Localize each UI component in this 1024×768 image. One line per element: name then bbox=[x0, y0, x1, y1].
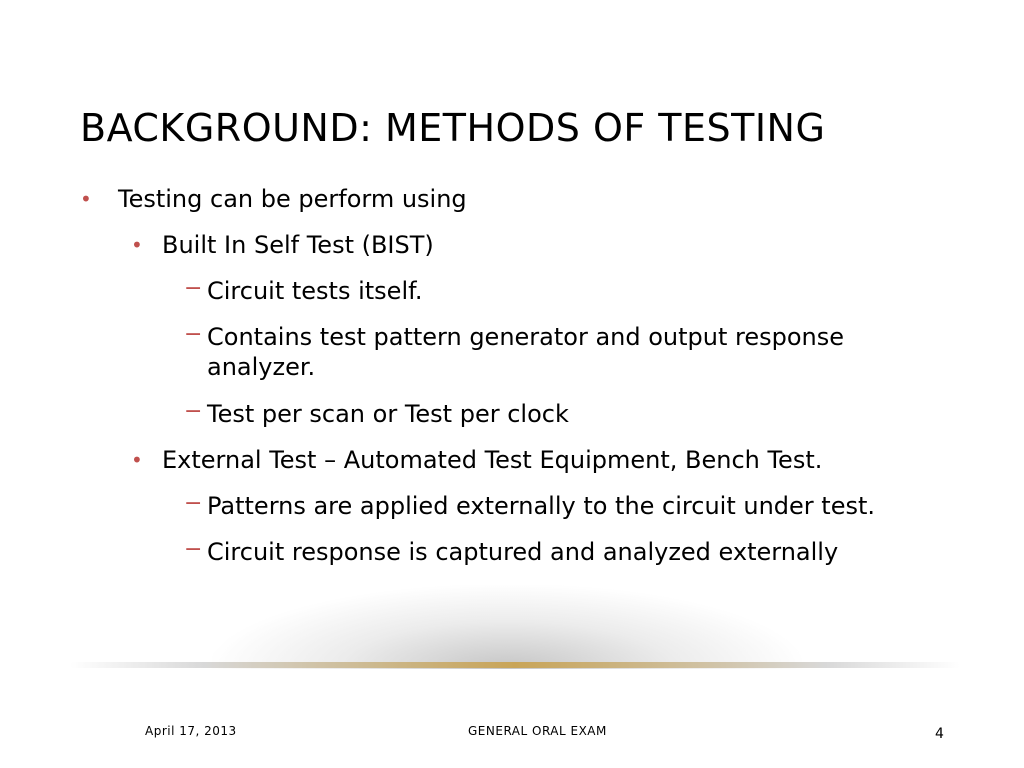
dash-icon: − bbox=[184, 537, 203, 562]
list-item-level3: Patterns are applied externally to the circuit under test. bbox=[207, 492, 876, 520]
decorative-glow bbox=[212, 585, 802, 669]
list-item-level3: Circuit response is captured and analyzed externally bbox=[207, 538, 839, 566]
decorative-divider bbox=[70, 662, 960, 668]
list-item-level3: Contains test pattern generator and output response bbox=[207, 323, 845, 351]
slide-title: BACKGROUND: METHODS OF TESTING bbox=[80, 106, 826, 150]
list-item-level3-continuation: analyzer. bbox=[207, 353, 316, 381]
list-item-level3: Test per scan or Test per clock bbox=[207, 400, 569, 428]
dash-icon: − bbox=[184, 322, 203, 347]
bullet-icon: • bbox=[131, 448, 143, 472]
list-item-level1: Testing can be perform using bbox=[118, 185, 467, 213]
list-item-level3: Circuit tests itself. bbox=[207, 277, 423, 305]
footer-date: April 17, 2013 bbox=[145, 724, 237, 738]
footer-title: GENERAL ORAL EXAM bbox=[468, 724, 607, 738]
dash-icon: − bbox=[184, 276, 203, 301]
list-item-level2: External Test – Automated Test Equipment, Bench Test. bbox=[162, 446, 823, 474]
dash-icon: − bbox=[184, 491, 203, 516]
list-item-level2: Built In Self Test (BIST) bbox=[162, 231, 434, 259]
page-number: 4 bbox=[935, 726, 944, 742]
bullet-icon: • bbox=[80, 187, 92, 211]
dash-icon: − bbox=[184, 399, 203, 424]
bullet-icon: • bbox=[131, 233, 143, 257]
